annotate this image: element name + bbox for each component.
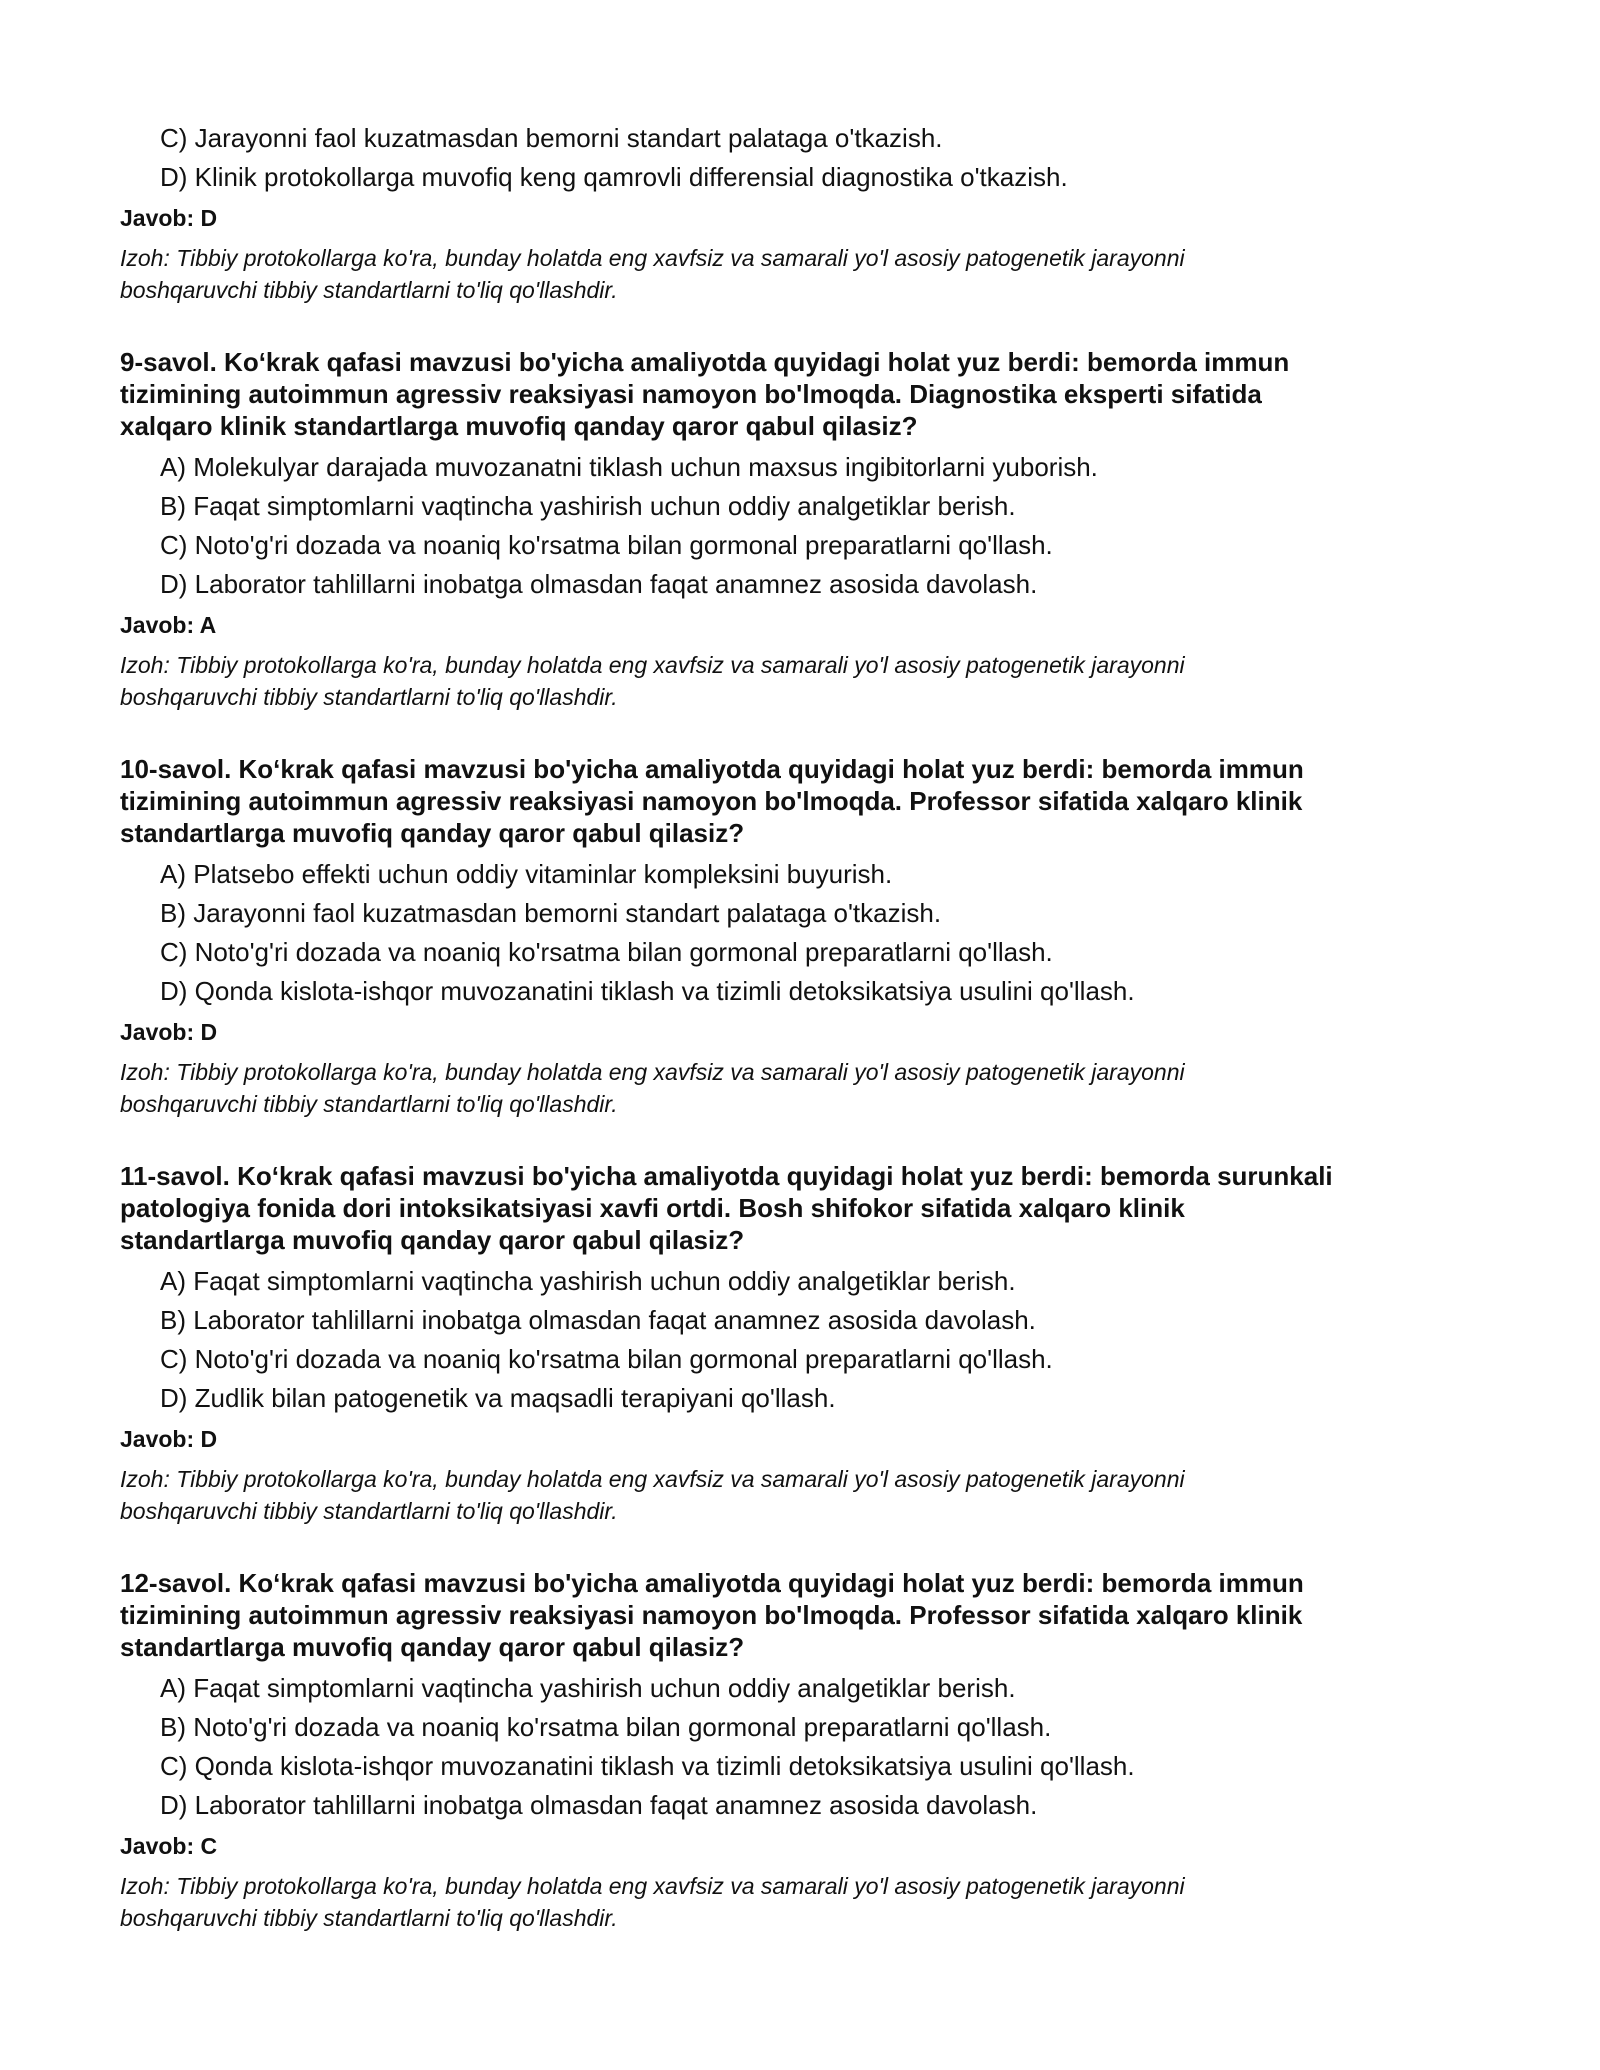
question-line: patologiya fonida dori intoksikatsiyasi xavfi ortdi. Bosh shifokor sifatida xalqaro klinik <box>120 1193 1185 1223</box>
explanation-line: boshqaruvchi tibbiy standartlarni to'liq qo'llashdir. <box>120 684 618 710</box>
question-line: 10-savol. Ko‘krak qafasi mavzusi bo'yicha amaliyotda quyidagi holat yuz berdi: bemorda immun <box>120 754 1304 784</box>
question-text <box>120 1567 1480 1663</box>
explanation-line: Izoh: Tibbiy protokollarga ko'ra, bunday holatda eng xavfsiz va samarali yo'l asosiy patogenetik jarayonni <box>120 1059 1185 1085</box>
question-text <box>120 753 1480 849</box>
question-8-continuation <box>120 119 1480 306</box>
question-line: standartlarga muvofiq qanday qaror qabul qilasiz? <box>120 818 745 848</box>
options-list <box>120 855 1480 1011</box>
question-text <box>120 346 1480 442</box>
explanation-line: boshqaruvchi tibbiy standartlarni to'liq qo'llashdir. <box>120 1498 618 1524</box>
question-10 <box>120 753 1480 1120</box>
option-c: C) Noto'g'ri dozada va noaniq ko'rsatma bilan gormonal preparatlarni qo'llash. <box>160 530 1053 560</box>
explanation-line: Izoh: Tibbiy protokollarga ko'ra, bunday holatda eng xavfsiz va samarali yo'l asosiy patogenetik jarayonni <box>120 245 1185 271</box>
option-d: D) Laborator tahlillarni inobatga olmasdan faqat anamnez asosida davolash. <box>160 569 1038 599</box>
explanation-line: boshqaruvchi tibbiy standartlarni to'liq qo'llashdir. <box>120 277 618 303</box>
option-b: B) Noto'g'ri dozada va noaniq ko'rsatma bilan gormonal preparatlarni qo'llash. <box>160 1712 1052 1742</box>
explanation-line: Izoh: Tibbiy protokollarga ko'ra, bunday holatda eng xavfsiz va samarali yo'l asosiy patogenetik jarayonni <box>120 1873 1185 1899</box>
option-b: B) Faqat simptomlarni vaqtincha yashirish uchun oddiy analgetiklar berish. <box>160 491 1016 521</box>
question-line: xalqaro klinik standartlarga muvofiq qanday qaror qabul qilasiz? <box>120 411 918 441</box>
answer-label: Javob: D <box>120 1426 218 1452</box>
explanation-note <box>120 649 1480 713</box>
option-c: C) Noto'g'ri dozada va noaniq ko'rsatma bilan gormonal preparatlarni qo'llash. <box>160 1344 1053 1374</box>
options-list <box>120 1262 1480 1418</box>
explanation-line: Izoh: Tibbiy protokollarga ko'ra, bunday holatda eng xavfsiz va samarali yo'l asosiy patogenetik jarayonni <box>120 1466 1185 1492</box>
explanation-line: boshqaruvchi tibbiy standartlarni to'liq qo'llashdir. <box>120 1905 618 1931</box>
options-list <box>120 448 1480 604</box>
option-a: A) Molekulyar darajada muvozanatni tiklash uchun maxsus ingibitorlarni yuborish. <box>160 452 1098 482</box>
option-b: B) Laborator tahlillarni inobatga olmasdan faqat anamnez asosida davolash. <box>160 1305 1036 1335</box>
answer-label: Javob: D <box>120 1019 218 1045</box>
option-a: A) Platsebo effekti uchun oddiy vitaminlar kompleksini buyurish. <box>160 859 893 889</box>
option-b: B) Jarayonni faol kuzatmasdan bemorni standart palataga o'tkazish. <box>160 898 942 928</box>
explanation-note <box>120 1463 1480 1527</box>
option-d: D) Klinik protokollarga muvofiq keng qamrovli differensial diagnostika o'tkazish. <box>160 162 1068 192</box>
question-12 <box>120 1567 1480 1934</box>
question-9 <box>120 346 1480 713</box>
option-d: D) Qonda kislota-ishqor muvozanatini tiklash va tizimli detoksikatsiya usulini qo'llash. <box>160 976 1135 1006</box>
option-c: C) Jarayonni faol kuzatmasdan bemorni standart palataga o'tkazish. <box>160 123 943 153</box>
options-list <box>120 1669 1480 1825</box>
question-line: 12-savol. Ko‘krak qafasi mavzusi bo'yicha amaliyotda quyidagi holat yuz berdi: bemorda immun <box>120 1568 1304 1598</box>
answer-label: Javob: C <box>120 1833 218 1859</box>
option-a: A) Faqat simptomlarni vaqtincha yashirish uchun oddiy analgetiklar berish. <box>160 1266 1016 1296</box>
question-line: tizimining autoimmun agressiv reaksiyasi namoyon bo'lmoqda. Diagnostika eksperti sifatida <box>120 379 1262 409</box>
explanation-note <box>120 1056 1480 1120</box>
answer-label: Javob: D <box>120 205 218 231</box>
explanation-note <box>120 1870 1480 1934</box>
explanation-line: boshqaruvchi tibbiy standartlarni to'liq qo'llashdir. <box>120 1091 618 1117</box>
explanation-line: Izoh: Tibbiy protokollarga ko'ra, bunday holatda eng xavfsiz va samarali yo'l asosiy patogenetik jarayonni <box>120 652 1185 678</box>
question-line: 9-savol. Ko‘krak qafasi mavzusi bo'yicha amaliyotda quyidagi holat yuz berdi: bemorda immun <box>120 347 1290 377</box>
explanation-note <box>120 242 1480 306</box>
option-d: D) Zudlik bilan patogenetik va maqsadli terapiyani qo'llash. <box>160 1383 836 1413</box>
question-line: standartlarga muvofiq qanday qaror qabul qilasiz? <box>120 1632 745 1662</box>
options-list <box>120 119 1480 197</box>
answer-label: Javob: A <box>120 612 217 638</box>
option-d: D) Laborator tahlillarni inobatga olmasdan faqat anamnez asosida davolash. <box>160 1790 1038 1820</box>
question-text <box>120 1160 1480 1256</box>
option-c: C) Noto'g'ri dozada va noaniq ko'rsatma bilan gormonal preparatlarni qo'llash. <box>160 937 1053 967</box>
question-11 <box>120 1160 1480 1527</box>
question-line: tizimining autoimmun agressiv reaksiyasi namoyon bo'lmoqda. Professor sifatida xalqaro klinik <box>120 786 1303 816</box>
question-line: standartlarga muvofiq qanday qaror qabul qilasiz? <box>120 1225 745 1255</box>
question-line: 11-savol. Ko‘krak qafasi mavzusi bo'yicha amaliyotda quyidagi holat yuz berdi: bemorda surunkali <box>120 1161 1333 1191</box>
option-c: C) Qonda kislota-ishqor muvozanatini tiklash va tizimli detoksikatsiya usulini qo'llash. <box>160 1751 1135 1781</box>
option-a: A) Faqat simptomlarni vaqtincha yashirish uchun oddiy analgetiklar berish. <box>160 1673 1016 1703</box>
question-line: tizimining autoimmun agressiv reaksiyasi namoyon bo'lmoqda. Professor sifatida xalqaro klinik <box>120 1600 1303 1630</box>
